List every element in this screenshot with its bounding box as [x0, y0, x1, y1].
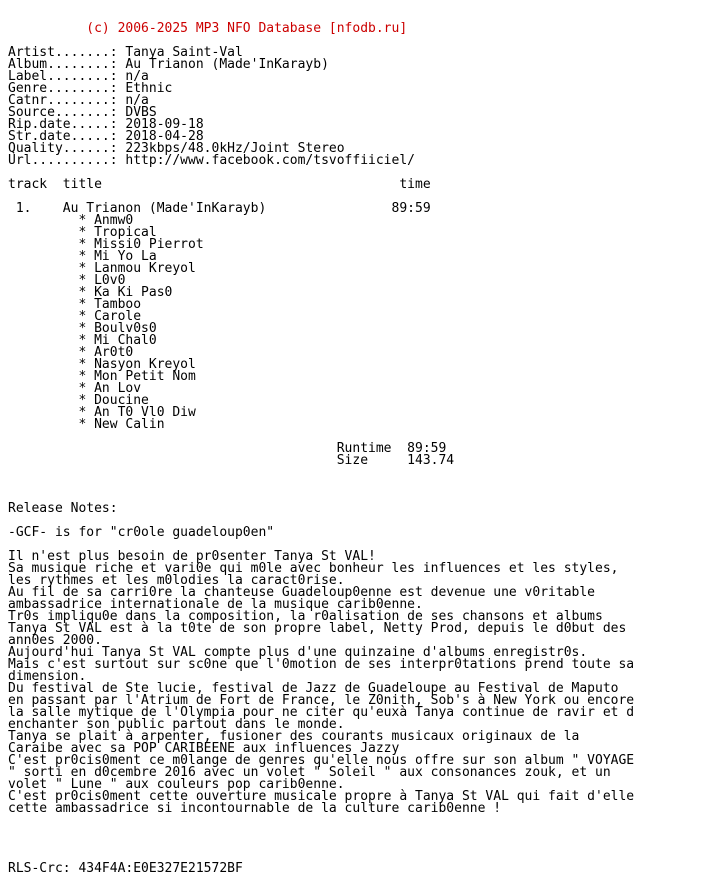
nfo-line: [8, 467, 634, 479]
nfo-line: [8, 479, 634, 491]
nfo-line: Release Notes:: [8, 501, 118, 516]
nfo-line: * Lanmou Kreyol: [8, 261, 196, 276]
nfodb-copyright-banner: (c) 2006-2025 MP3 NFO Database [nfodb.ru]: [8, 21, 408, 36]
nfo-line: Du festival de Ste lucie, festival de Jazz de Guadeloupe au Festival de Maputo: [8, 681, 619, 696]
nfo-line[interactable]: Url..........: http://www.facebook.com/tsvoffiiciel/: [8, 153, 415, 168]
nfo-line: ann0es 2000.: [8, 633, 102, 648]
nfo-line: * Ka Ki Pas0: [8, 285, 173, 300]
nfo-line: Catnr........: n/a: [8, 93, 149, 108]
nfo-line: Tanya St VAL est à la t0te de son propre label, Netty Prod, depuis le d0but des: [8, 621, 627, 636]
nfo-line: Quality......: 223kbps/48.0kHz/Joint Stereo: [8, 141, 345, 156]
nfo-line: la salle mytique de l'Olympia pour ne citer qu'euxà Tanya continue de ravir et d: [8, 705, 635, 720]
nfo-line: Mais c'est surtout sur sc0ne que l'0motion de ses interpr0tations prend toute sa: [8, 657, 635, 672]
nfo-line: 1. Au Trianon (Made'InKarayb) 89:59: [8, 201, 431, 216]
nfo-line: * Mon Petit Nom: [8, 369, 196, 384]
nfo-line: C'est pr0cis0ment ce m0lange de genres qu'elle nous offre sur son album " VOYAGE: [8, 753, 635, 768]
nfo-line: * Doucine: [8, 393, 149, 408]
nfo-line: Runtime 89:59: [8, 441, 447, 456]
nfo-line: track title time: [8, 177, 431, 192]
nfo-line: * Nasyon Kreyol: [8, 357, 196, 372]
nfo-line: Genre........: Ethnic: [8, 81, 173, 96]
nfo-line: * Carole: [8, 309, 142, 324]
nfo-line: Au fil de sa carri0re la chanteuse Guadeloup0enne est devenue une v0ritable: [8, 585, 595, 600]
nfo-line: cette ambassadrice si incontournable de la culture carib0enne !: [8, 801, 502, 816]
nfo-line: -GCF- is for "cr0ole guadeloup0en": [8, 525, 275, 540]
nfo-line: Sa musique riche et vari0e qui m0le avec bonheur les influences et les styles,: [8, 561, 619, 576]
nfo-line: [8, 827, 634, 839]
nfo-line: * Ar0t0: [8, 345, 134, 360]
nfo-line: * Mi Yo La: [8, 249, 157, 264]
nfo-line: les rythmes et les m0lodies la caract0rise.: [8, 573, 345, 588]
nfo-line: Label........: n/a: [8, 69, 149, 84]
nfo-line: C'est pr0cis0ment cette ouverture musicale propre à Tanya St VAL qui fait d'elle: [8, 789, 635, 804]
nfo-line: * L0v0: [8, 273, 126, 288]
nfo-line: Tr0s impliqu0e dans la composition, la r0alisation de ses chansons et albums: [8, 609, 603, 624]
nfo-line: * Anmw0: [8, 213, 134, 228]
nfo-line: Il n'est plus besoin de pr0senter Tanya St VAL!: [8, 549, 376, 564]
nfo-line: [8, 815, 634, 827]
nfo-line: Album........: Au Trianon (Made'InKarayb): [8, 57, 329, 72]
nfo-line: * Boulv0s0: [8, 321, 157, 336]
nfo-line: Aujourd'hui Tanya St VAL compte plus d'une quinzaine d'albums enregistr0s.: [8, 645, 588, 660]
nfo-line: * Mi Chal0: [8, 333, 157, 348]
nfo-line: Source.......: DVBS: [8, 105, 157, 120]
nfo-line: enchanter son public partout dans le monde.: [8, 717, 345, 732]
nfo-line: volet " Lune " aux couleurs pop carib0enne.: [8, 777, 345, 792]
nfo-line: Caraibe avec sa POP CARIBEENE aux influences Jazzy: [8, 741, 400, 756]
nfo-line: * Missi0 Pierrot: [8, 237, 204, 252]
nfo-line: en passant par l'Atrium de Fort de France, le Z0nith, Sob's à New York ou encore: [8, 693, 635, 708]
nfo-line: Str.date.....: 2018-04-28: [8, 129, 204, 144]
nfo-line: ambassadrice internationale de la musique carib0enne.: [8, 597, 423, 612]
nfo-line: RLS-Crc: 434F4A:E0E327E21572BF: [8, 861, 243, 876]
nfo-line: Tanya se plait à arpenter, fusioner des courants musicaux originaux de la: [8, 729, 580, 744]
nfo-line: * An Lov: [8, 381, 142, 396]
nfo-line: [8, 851, 634, 863]
nfo-text: [8, 0, 634, 875]
nfo-line: * Tamboo: [8, 297, 142, 312]
nfo-line: * An T0 Vl0 Diw: [8, 405, 196, 420]
nfo-line: Artist.......: Tanya Saint-Val: [8, 45, 243, 60]
nfo-line: Rip.date.....: 2018-09-18: [8, 117, 204, 132]
nfo-line: Size 143.74: [8, 453, 455, 468]
nfo-line: dimension.: [8, 669, 87, 684]
nfo-line: " sorti en d0cembre 2016 avec un volet " Soleil " aux consonances zouk, et un: [8, 765, 611, 780]
nfo-line: * Tropical: [8, 225, 157, 240]
nfo-line: * New Calin: [8, 417, 165, 432]
nfo-line: [8, 839, 634, 851]
